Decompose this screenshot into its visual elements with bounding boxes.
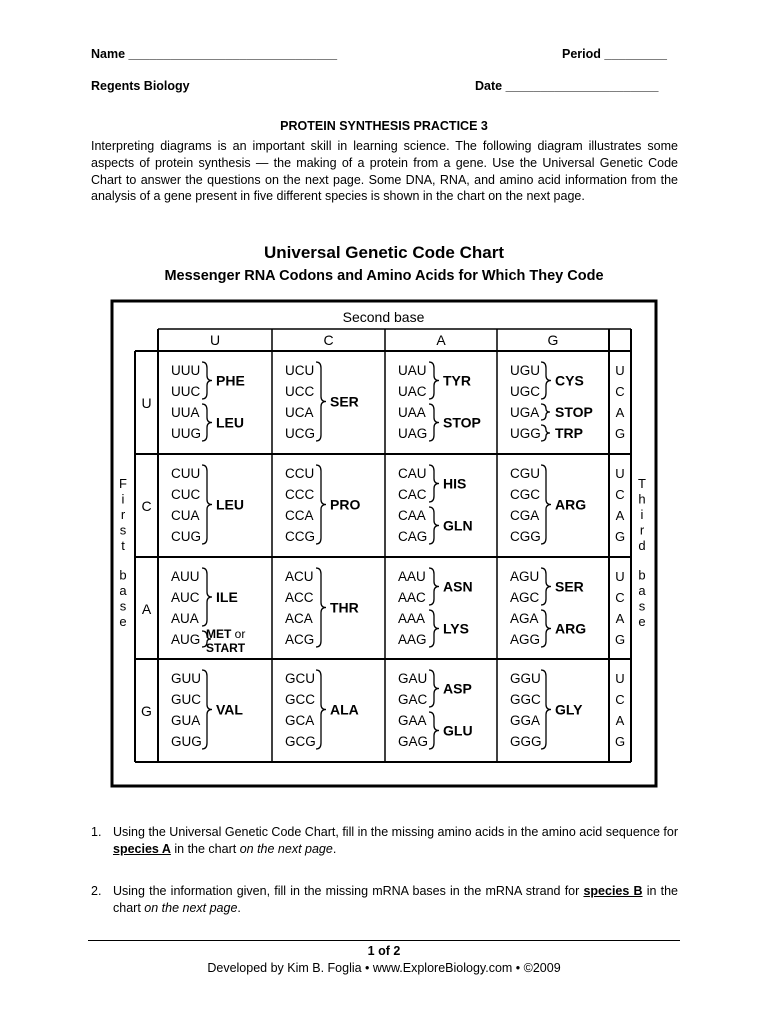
codon: UUG [171,426,201,441]
codon: CUA [171,508,200,523]
codon: AGU [510,569,540,584]
codon-bracket [202,404,212,441]
second-base-u: U [209,332,221,348]
amino-acid-label: SER [555,578,584,595]
amino-acid-label: PHE [216,372,245,389]
codon: AGA [510,611,539,626]
codon: AUU [171,569,200,584]
codon: AAC [398,590,426,605]
amino-acid-label: STOP [443,414,481,431]
intro-paragraph: Interpreting diagrams is an important skill in learning science. The following diagram illustrates some aspects of protein synthesis — the making of a protein from a gene. Use the Universal Genetic Code Chart to answer the questions on the next page. Some DNA, RNA, and amino acid information from the analysis of a gene present in five different species is shown in the chart on the next page. [91,139,678,204]
codon-bracket [429,568,439,605]
codon-bracket [541,404,550,420]
codon: UUC [171,384,201,399]
codon-bracket [541,610,551,647]
third-base-g: G [614,426,626,441]
third-base-u: U [615,671,625,686]
footer-credit: Developed by Kim B. Foglia • www.ExploreBiology.com • ©2009 [207,961,561,975]
codon: GGU [510,671,541,686]
codon: GUA [171,713,201,728]
codon: CGU [510,466,540,481]
third-base-c: C [615,692,625,707]
third-base-a: A [615,405,625,420]
third-base-u: U [615,569,625,584]
third-base-g: G [614,734,626,749]
amino-acid-label: ARG [555,496,587,513]
codon: UCA [285,405,314,420]
codon: CUG [171,529,201,544]
question-number: 1. [91,825,102,839]
codon: ACA [285,611,313,626]
codon: UCC [285,384,315,399]
codon: UUU [171,363,201,378]
codon-bracket [202,568,212,626]
codon: GCC [285,692,315,707]
codon: GAU [398,671,428,686]
codon-bracket [316,670,326,749]
codon: GCU [285,671,315,686]
question-text [113,824,678,857]
amino-acid-label: STOP [555,404,593,420]
codon: CUU [171,466,201,481]
codon-bracket [429,465,439,502]
codon: CCG [285,529,315,544]
third-base-a: A [615,713,625,728]
third-base-g: G [614,632,626,647]
amino-acid-label: HIS [443,475,467,492]
next-page-emphasis: on the next page [144,900,238,915]
amino-acid-label: TRP [555,425,583,441]
second-base-g: G [547,332,559,348]
question-text [113,883,678,916]
codon: UCU [285,363,315,378]
codon: GCA [285,713,315,728]
amino-acid-label: PRO [330,496,361,513]
species-a-emphasis: species A [113,841,171,856]
codon: AUA [171,611,199,626]
codon: UGG [510,426,541,441]
amino-acid-label: SER [330,393,359,410]
codon: CAG [398,529,428,544]
codon-bracket [429,362,439,399]
codon-bracket [429,610,439,647]
page-number: 1 of 2 [367,944,401,958]
species-b-emphasis: species B [583,884,643,898]
third-base-c: C [615,384,625,399]
codon: CAU [398,466,427,481]
codon: CAC [398,487,427,502]
codon: ACG [285,632,315,647]
codon: AUC [171,590,200,605]
first-base-a: A [141,601,152,617]
amino-acid-label: ALA [330,701,359,718]
codon: CCC [285,487,315,502]
question-text-mid: in the chart [113,884,678,915]
amino-acid-label: TYR [443,372,471,389]
codon: CGG [510,529,541,544]
codon-bracket [202,465,212,544]
codon: GUC [171,692,201,707]
chart-subtitle: Messenger RNA Codons and Amino Acids for Which They Code [164,268,604,284]
first-base-u: U [141,395,152,411]
codon: AAG [398,632,427,647]
codon-bracket [541,425,550,441]
amino-acid-label: ILE [216,589,238,605]
codon: AUG [171,632,201,647]
codon-bracket [316,568,326,647]
date-field[interactable]: Date ______________________ [475,79,659,93]
third-base-c: C [615,487,625,502]
codon: CGC [510,487,540,502]
codon: UCG [285,426,315,441]
third-base-label: T h i r d b a s e [638,476,646,629]
name-field[interactable]: Name ______________________________ [91,47,338,61]
codon-bracket [429,670,439,707]
codon: GUU [171,671,201,686]
codon-bracket [429,404,439,441]
amino-acid-label: ARG [555,620,587,637]
period-field[interactable]: Period _________ [562,47,667,61]
course-label: Regents Biology [91,79,190,93]
amino-acid-label: GLN [443,517,473,534]
codon: GGG [510,734,542,749]
amino-acid-label: GLU [443,722,473,739]
question-number: 2. [91,884,102,898]
question-1 [91,824,678,857]
codon-bracket [541,670,551,749]
codon: UAC [398,384,427,399]
amino-acid-label: LYS [443,620,469,637]
codon: AGC [510,590,540,605]
question-2 [91,883,678,916]
codon: AAA [398,611,426,626]
codon: CAA [398,508,426,523]
amino-acid-label: ASN [443,578,473,595]
amino-acid-label: MET or START [206,627,246,655]
codon-bracket [429,712,439,749]
amino-acid-label: THR [330,599,359,616]
codon: UAG [398,426,428,441]
question-text-start: Using the information given, fill in the missing mRNA bases in the mRNA strand for [113,884,584,898]
codon-bracket [316,465,326,544]
codon: CGA [510,508,540,523]
third-base-u: U [615,363,625,378]
amino-acid-label: LEU [216,414,244,431]
codon: GUG [171,734,202,749]
amino-acid-label: CYS [555,372,584,389]
codon: GGC [510,692,541,707]
codon-bracket [541,568,551,605]
first-base-label: F i r s t b a s e [119,476,127,629]
question-text-start: Using the Universal Genetic Code Chart, fill in the missing amino acids in the amino acid sequence for [113,825,678,839]
amino-acid-label: GLY [555,701,583,718]
third-base-g: G [614,529,626,544]
amino-acid-label: ASP [443,680,472,697]
second-base-label: Second base [342,309,425,325]
first-base-c: C [141,498,152,514]
codon: UGA [510,405,540,420]
codon: GCG [285,734,316,749]
codon: CCU [285,466,315,481]
codon: GAG [398,734,429,749]
question-text-end: . [237,900,241,915]
question-text-mid: in the chart [170,841,240,856]
codon: ACC [285,590,314,605]
codon: UAU [398,363,427,378]
second-base-a: A [436,332,446,348]
amino-acid-label: LEU [216,496,244,513]
question-text-end: . [332,841,337,856]
codon-bracket [541,465,551,544]
codon: ACU [285,569,314,584]
codon: GAA [398,713,427,728]
codon-bracket [429,507,439,544]
third-base-c: C [615,590,625,605]
second-base-c: C [323,332,334,348]
codon: GGA [510,713,541,728]
codon: UGC [510,384,540,399]
worksheet-title: PROTEIN SYNTHESIS PRACTICE 3 [280,119,488,133]
codon-bracket [202,362,212,399]
codon-bracket [202,670,212,749]
codon-bracket [316,362,326,441]
codon: UGU [510,363,540,378]
codon: UUA [171,405,200,420]
third-base-u: U [615,466,625,481]
codon: GAC [398,692,428,707]
next-page-emphasis: on the next page [239,841,333,856]
codon: CUC [171,487,201,502]
chart-title: Universal Genetic Code Chart [264,243,504,262]
third-base-a: A [615,508,625,523]
third-base-a: A [615,611,625,626]
codon: AGG [510,632,541,647]
first-base-g: G [141,703,152,719]
codon: CCA [285,508,314,523]
codon: AAU [398,569,426,584]
codon-bracket [541,362,551,399]
codon: UAA [398,405,426,420]
footer-divider [88,940,680,941]
amino-acid-label: VAL [216,701,243,718]
